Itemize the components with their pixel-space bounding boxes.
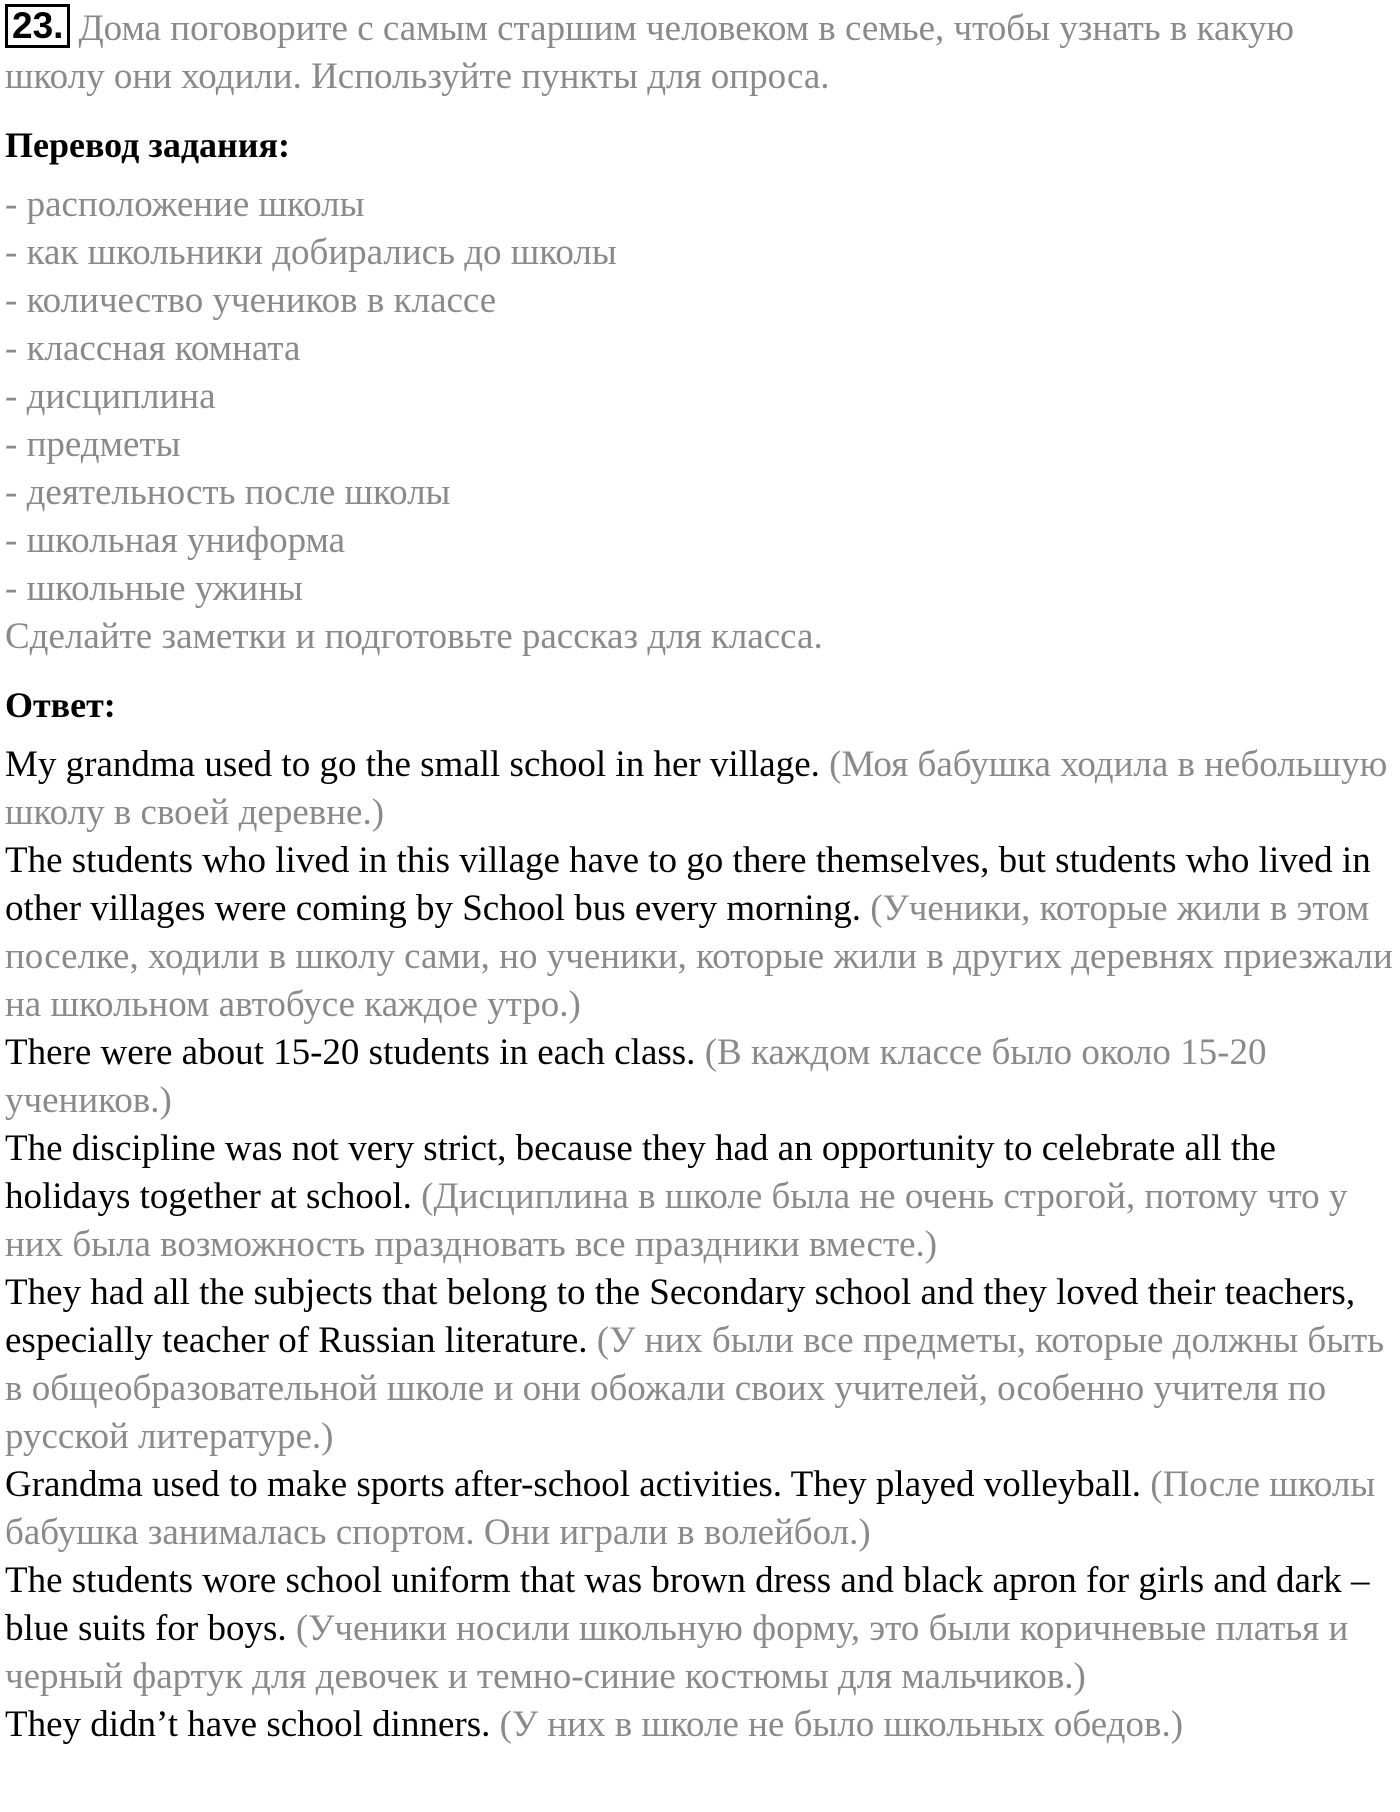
translation-heading: Перевод задания: — [5, 125, 290, 165]
translation-list — [5, 181, 1395, 661]
answer-russian-translation: (Ученики носили школьную форму, это были коричневые платья и черный фартук для девочек и темно-синие костюмы для мальчиков.) — [5, 1608, 1349, 1697]
answer-paragraph — [5, 1557, 1395, 1701]
translation-closing: Сделайте заметки и подготовьте рассказ для класса. — [5, 616, 823, 657]
answer-paragraph — [5, 1125, 1395, 1269]
answer-paragraph — [5, 1461, 1395, 1557]
answer-russian-translation: (Ученики, которые жили в этом поселке, ходили в школу сами, но ученики, которые жили в других деревнях приезжали на школьном автобусе каждое утро.) — [5, 888, 1393, 1025]
translation-item: - дисциплина — [5, 376, 216, 417]
answer-english-text: They had all the subjects that belong to the Secondary school and they loved their teachers, especially teacher of Russian literature. — [5, 1272, 1356, 1361]
answer-english-text: The students who lived in this village have to go there themselves, but students who lived in other villages were coming by School bus every morning. — [5, 840, 1371, 929]
translation-item: - школьные ужины — [5, 568, 303, 609]
answer-english-text: The discipline was not very strict, because they had an opportunity to celebrate all the holidays together at school. — [5, 1128, 1276, 1217]
answer-russian-translation: (Дисциплина в школе была не очень строгой, потому что у них была возможность праздновать все праздники вместе.) — [5, 1176, 1348, 1265]
answer-english-text: Grandma used to make sports after-school activities. They played volleyball. — [5, 1464, 1141, 1505]
task-statement — [5, 4, 1395, 101]
answer-paragraph — [5, 837, 1395, 1029]
answer-russian-translation: (У них в школе не было школьных обедов.) — [499, 1704, 1184, 1745]
answer-english-text: There were about 15-20 students in each class. — [5, 1032, 696, 1073]
translation-item: - расположение школы — [5, 184, 365, 225]
task-number-badge: 23. — [5, 4, 70, 48]
answer-russian-translation: (После школы бабушка занималась спортом. Они играли в волейбол.) — [5, 1464, 1376, 1553]
answer-paragraph — [5, 741, 1395, 837]
answer-heading: Ответ: — [5, 685, 116, 725]
answer-english-text: My grandma used to go the small school in her village. — [5, 744, 820, 785]
answer-russian-translation: (В каждом классе было около 15-20 учеников.) — [5, 1032, 1267, 1121]
translation-item: - предметы — [5, 424, 181, 465]
answer-body — [5, 741, 1395, 1749]
answer-russian-translation: (У них были все предметы, которые должны быть в общеобразовательной школе и они обожали своих учителей, особенно учителя по русской литературе.) — [5, 1320, 1385, 1457]
answer-english-text: They didn’t have school dinners. — [5, 1704, 491, 1745]
answer-paragraph — [5, 1701, 1395, 1749]
translation-item: - классная комната — [5, 328, 301, 369]
answer-russian-translation: (Моя бабушка ходила в небольшую школу в своей деревне.) — [5, 744, 1388, 833]
translation-item: - количество учеников в классе — [5, 280, 497, 321]
answer-paragraph — [5, 1269, 1395, 1461]
answer-english-text: The students wore school uniform that was brown dress and black apron for girls and dark – blue suits for boys. — [5, 1560, 1370, 1649]
translation-item: - школьная униформа — [5, 520, 346, 561]
translation-item: - как школьники добирались до школы — [5, 232, 617, 273]
document-page — [5, 0, 1395, 1749]
answer-paragraph — [5, 1029, 1395, 1125]
translation-item: - деятельность после школы — [5, 472, 451, 513]
task-text: Дома поговорите с самым старшим человеком в семье, чтобы узнать в какую школу они ходили. Используйте пункты для опроса. — [5, 8, 1295, 97]
